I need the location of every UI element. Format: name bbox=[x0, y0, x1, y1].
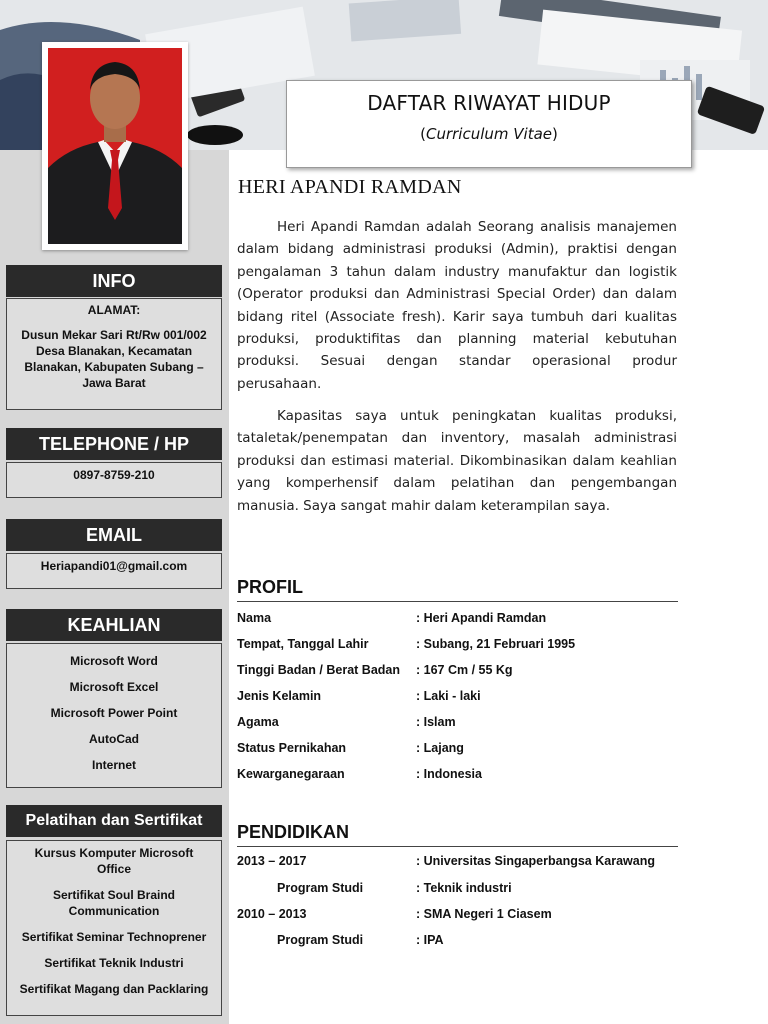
document-subtitle bbox=[287, 125, 691, 143]
profil-key: Agama bbox=[237, 715, 279, 729]
person-name: HERI APANDI RAMDAN bbox=[238, 176, 462, 198]
profil-key: Jenis Kelamin bbox=[237, 689, 322, 703]
alamat-line: Jawa Barat bbox=[82, 376, 146, 390]
pendidikan-key: 2013 – 2017 bbox=[237, 854, 307, 868]
summary-paragraph: Heri Apandi Ramdan adalah Seorang analisis manajemen dalam bidang administrasi produksi (Admin), praktisi dengan pengalaman 3 tahun dalam industry manufaktur dan logistik (Operator produksi dan Administrasi Special Order) dan dalam bidang ritel (Associate fresh). Karir saya tumbuh dari kualitas produksi, produktifitas dan planning material kebutuhan produksi. Sesuai dengan standar operasional produr perusahaan. bbox=[237, 219, 677, 392]
profil-key: Tempat, Tanggal Lahir bbox=[237, 637, 369, 651]
summary-paragraph: Kapasitas saya untuk peningkatan kualitas produksi, tataletak/penempatan dan inventory, masalah administrasi produksi dan estimasi material. Dikombinasikan dalam keahlian yang komperhensif dalam pelatihan dan pengembangan manusia. Saya sangat mahir dalam keterampilan saya. bbox=[237, 408, 677, 514]
pendidikan-value: : Teknik industri bbox=[416, 881, 512, 895]
profil-value: : Islam bbox=[416, 715, 456, 729]
subtitle-open-paren: ( bbox=[420, 125, 426, 143]
profil-row bbox=[237, 663, 677, 683]
profil-key: Kewarganegaraan bbox=[237, 767, 345, 781]
pendidikan-value: : SMA Negeri 1 Ciasem bbox=[416, 907, 552, 921]
pendidikan-value: : IPA bbox=[416, 933, 444, 947]
subtitle-italic: Curriculum Vitae bbox=[425, 125, 553, 143]
pendidikan-value: : Universitas Singaperbangsa Karawang bbox=[416, 854, 655, 868]
skill-item: Microsoft Excel bbox=[69, 680, 159, 694]
profil-key: Nama bbox=[237, 611, 272, 625]
skill-item: AutoCad bbox=[89, 732, 139, 746]
alamat-line: Dusun Mekar Sari Rt/Rw 001/002 bbox=[21, 328, 207, 342]
pendidikan-key: Program Studi bbox=[277, 933, 364, 947]
subtitle-close-paren: ) bbox=[552, 125, 558, 143]
certificate-line: Sertifikat Magang dan Packlaring bbox=[19, 982, 209, 996]
email-value: Heriapandi01@gmail.com bbox=[40, 559, 188, 573]
skill-item: Internet bbox=[91, 758, 136, 772]
info-box bbox=[6, 298, 222, 410]
certificate-item bbox=[7, 887, 221, 919]
profil-value: : Laki - laki bbox=[416, 689, 481, 703]
pelatihan-heading: Pelatihan dan Sertifikat bbox=[6, 805, 222, 837]
profil-value: : Subang, 21 Februari 1995 bbox=[416, 637, 576, 651]
profil-row bbox=[237, 715, 677, 735]
profil-row bbox=[237, 689, 677, 709]
skill-item: Microsoft Power Point bbox=[50, 706, 178, 720]
certificate-line: Sertifikat Seminar Technoprener bbox=[21, 930, 207, 944]
title-box bbox=[286, 80, 692, 168]
certificate-item bbox=[7, 845, 221, 877]
document-title: DAFTAR RIWAYAT HIDUP bbox=[367, 91, 611, 115]
email-box bbox=[6, 553, 222, 589]
alamat-label: ALAMAT: bbox=[87, 303, 141, 317]
profil-row bbox=[237, 637, 677, 657]
telephone-value: 0897-8759-210 bbox=[73, 468, 155, 482]
certificate-item bbox=[7, 929, 221, 945]
profil-row bbox=[237, 611, 677, 631]
pendidikan-row bbox=[237, 881, 677, 901]
profil-row bbox=[237, 767, 677, 787]
alamat-line: Blanakan, Kabupaten Subang – bbox=[24, 360, 204, 374]
keahlian-heading: KEAHLIAN bbox=[6, 609, 222, 641]
profil-key: Status Pernikahan bbox=[237, 741, 347, 755]
certificate-item bbox=[7, 955, 221, 971]
telephone-box bbox=[6, 462, 222, 498]
profil-value: : Lajang bbox=[416, 741, 464, 755]
profile-photo bbox=[48, 48, 182, 244]
skill-item: Microsoft Word bbox=[70, 654, 158, 668]
certificate-line: Sertifikat Teknik Industri bbox=[44, 956, 184, 970]
info-heading: INFO bbox=[6, 265, 222, 297]
profil-value: : Heri Apandi Ramdan bbox=[416, 611, 547, 625]
alamat-line: Desa Blanakan, Kecamatan bbox=[35, 344, 193, 358]
profil-heading: PROFIL bbox=[237, 577, 678, 602]
certificate-item bbox=[7, 981, 221, 997]
certificate-line: Communication bbox=[68, 904, 160, 918]
pendidikan-key: 2010 – 2013 bbox=[237, 907, 307, 921]
profil-key: Tinggi Badan / Berat Badan bbox=[237, 663, 400, 677]
profil-value: : 167 Cm / 55 Kg bbox=[416, 663, 513, 677]
pendidikan-row bbox=[237, 854, 677, 874]
pelatihan-box bbox=[6, 840, 222, 1016]
email-heading: EMAIL bbox=[6, 519, 222, 551]
profil-row bbox=[237, 741, 677, 761]
profil-value: : Indonesia bbox=[416, 767, 482, 781]
certificate-line: Office bbox=[96, 862, 131, 876]
telephone-heading: TELEPHONE / HP bbox=[6, 428, 222, 460]
pendidikan-heading: PENDIDIKAN bbox=[237, 822, 678, 847]
pendidikan-row bbox=[237, 933, 677, 953]
portrait-illustration bbox=[48, 48, 182, 244]
certificate-line: Kursus Komputer Microsoft bbox=[34, 846, 194, 860]
pendidikan-row bbox=[237, 907, 677, 927]
pendidikan-key: Program Studi bbox=[277, 881, 364, 895]
keahlian-box bbox=[6, 643, 222, 788]
profile-photo-frame bbox=[42, 42, 188, 250]
certificate-line: Sertifikat Soul Braind bbox=[52, 888, 176, 902]
